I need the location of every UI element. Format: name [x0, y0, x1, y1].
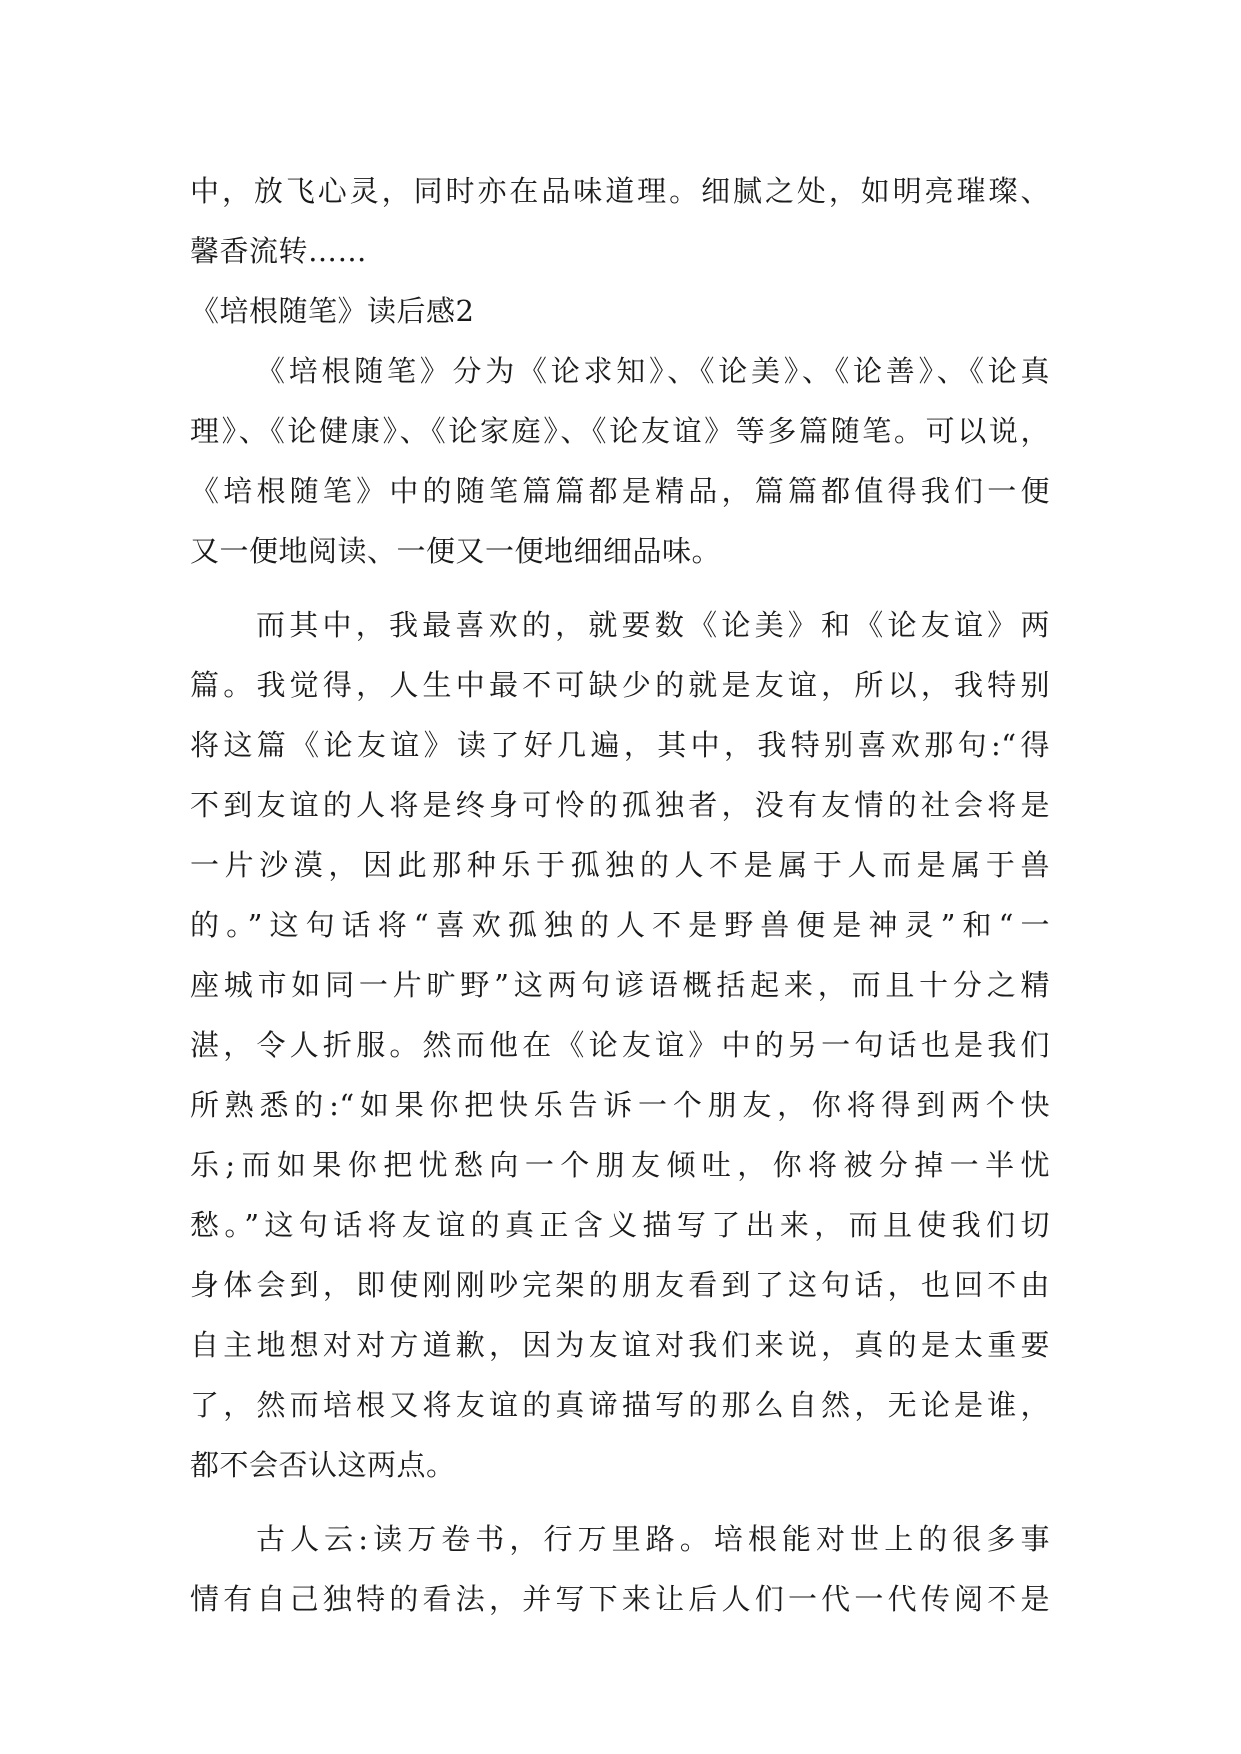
text-line: 身体会到，即使刚刚吵完架的朋友看到了这句话，也回不由 — [190, 1268, 1050, 1302]
paragraph-gap — [190, 1495, 1050, 1509]
text-line: 中，放飞心灵，同时亦在品味道理。细腻之处，如明亮璀璨、 — [190, 174, 1050, 208]
text-line: 湛，令人折服。然而他在《论友谊》中的另一句话也是我们 — [190, 1028, 1050, 1062]
text-line: 自主地想对对方道歉，因为友谊对我们来说，真的是太重要 — [190, 1328, 1050, 1362]
text-line: 都不会否认这两点。 — [190, 1448, 456, 1482]
text-line: 愁。”这句话将友谊的真正含义描写了出来，而且使我们切 — [190, 1208, 1050, 1242]
paragraph-gap — [190, 581, 1050, 595]
text-line: 将这篇《论友谊》读了好几遍，其中，我特别喜欢那句:“得 — [190, 728, 1050, 762]
text-line: 座城市如同一片旷野”这两句谚语概括起来，而且十分之精 — [190, 968, 1050, 1002]
paragraph-2 — [190, 595, 1050, 1495]
text-line: 乐;而如果你把忧愁向一个朋友倾吐，你将被分掉一半忧 — [190, 1148, 1050, 1182]
text-line: 馨香流转…… — [190, 234, 368, 268]
text-line: 而其中，我最喜欢的，就要数《论美》和《论友谊》两 — [256, 608, 1050, 642]
text-line: 的。”这句话将“喜欢孤独的人不是野兽便是神灵”和“一 — [190, 908, 1050, 942]
text-line: 《培根随笔》中的随笔篇篇都是精品，篇篇都值得我们一便 — [190, 474, 1050, 508]
text-line: 不到友谊的人将是终身可怜的孤独者，没有友情的社会将是 — [190, 788, 1050, 822]
paragraph-1 — [190, 341, 1050, 581]
paragraph-3 — [190, 1509, 1050, 1629]
text-line: 古人云:读万卷书，行万里路。培根能对世上的很多事 — [256, 1522, 1050, 1556]
text-line: 了，然而培根又将友谊的真谛描写的那么自然，无论是谁， — [190, 1388, 1050, 1422]
text-line: 情有自己独特的看法，并写下来让后人们一代一代传阅不是 — [190, 1582, 1050, 1616]
text-line: 所熟悉的:“如果你把快乐告诉一个朋友，你将得到两个快 — [190, 1088, 1050, 1122]
section-heading: 《培根随笔》读后感2 — [190, 294, 475, 328]
text-line: 又一便地阅读、一便又一便地细细品味。 — [190, 534, 722, 568]
text-line: 一片沙漠，因此那种乐于孤独的人不是属于人而是属于兽 — [190, 848, 1050, 882]
text-line: 《培根随笔》分为《论求知》、《论美》、《论善》、《论真 — [256, 354, 1050, 388]
text-line: 理》、《论健康》、《论家庭》、《论友谊》等多篇随笔。可以说， — [190, 414, 1050, 448]
document-body — [190, 161, 1050, 1629]
text-line: 篇。我觉得，人生中最不可缺少的就是友谊，所以，我特别 — [190, 668, 1050, 702]
